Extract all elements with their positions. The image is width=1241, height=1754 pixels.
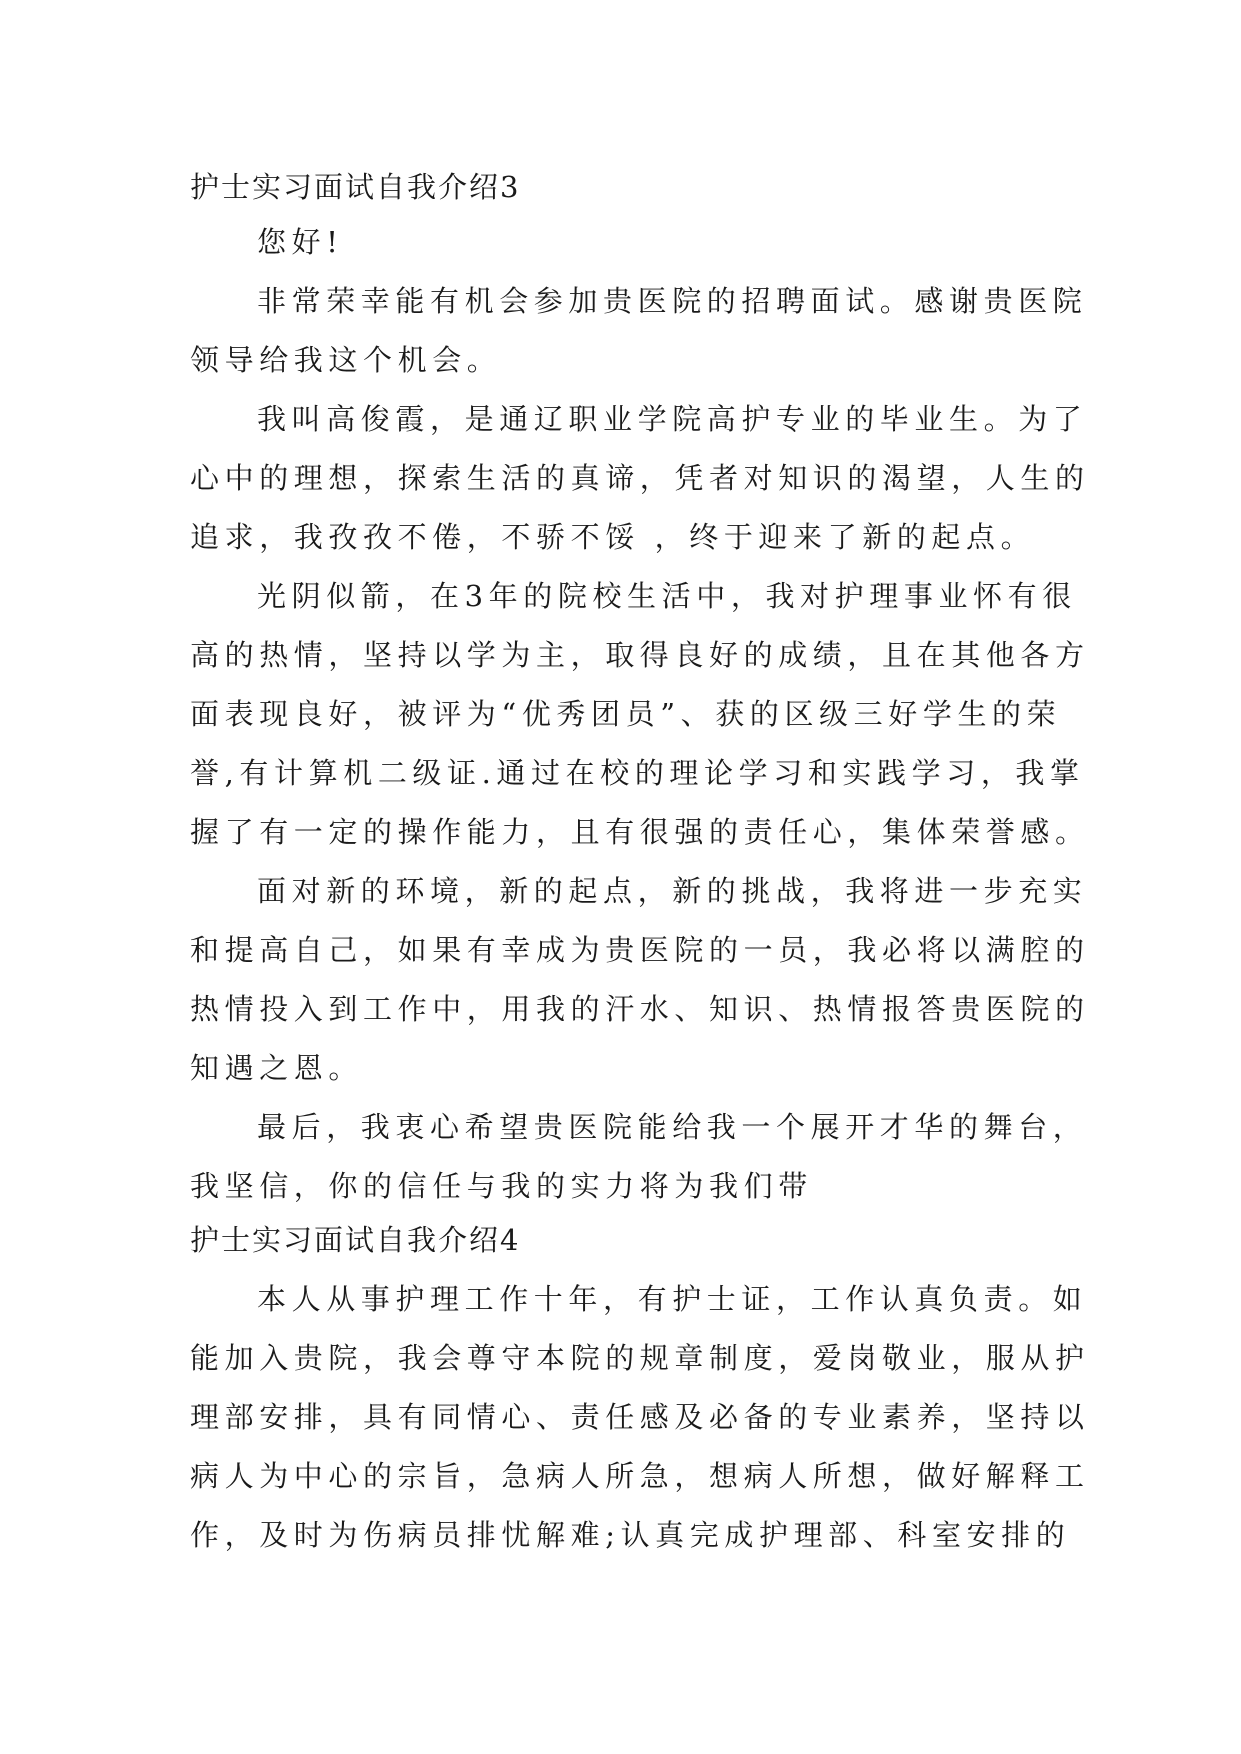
paragraph-line: 高的热情，坚持以学为主，取得良好的成绩，且在其他各方 (190, 638, 1090, 672)
section-title: 护士实习面试自我介绍3 (190, 170, 521, 204)
section-title: 护士实习面试自我介绍4 (190, 1223, 521, 1257)
paragraph-line: 追求，我孜孜不倦，不骄不馁 ，终于迎来了新的起点。 (190, 520, 1036, 554)
paragraph-line: 最后，我衷心希望贵医院能给我一个展开才华的舞台， (257, 1110, 1088, 1144)
paragraph-line: 领导给我这个机会。 (190, 343, 502, 377)
paragraph-line: 面对新的环境，新的起点，新的挑战，我将进一步充实 (257, 874, 1088, 908)
paragraph-line: 本人从事护理工作十年，有护士证，工作认真负责。如 (257, 1282, 1088, 1316)
paragraph-line: 病人为中心的宗旨，急病人所急，想病人所想，做好解释工 (190, 1459, 1090, 1493)
paragraph-line: 您好! (257, 225, 344, 259)
paragraph-line: 我坚信，你的信任与我的实力将为我们带 (190, 1169, 813, 1203)
paragraph-line: 非常荣幸能有机会参加贵医院的招聘面试。感谢贵医院 (257, 284, 1088, 318)
paragraph-line: 心中的理想，探索生活的真谛，凭者对知识的渴望，人生的 (190, 461, 1090, 495)
paragraph-line: 能加入贵院，我会尊守本院的规章制度，爱岗敬业，服从护 (190, 1341, 1090, 1375)
paragraph-line: 热情投入到工作中，用我的汗水、知识、热情报答贵医院的 (190, 992, 1090, 1026)
paragraph-line: 和提高自己，如果有幸成为贵医院的一员，我必将以满腔的 (190, 933, 1090, 967)
paragraph-line: 光阴似箭，在3年的院校生活中，我对护理事业怀有很 (257, 579, 1077, 613)
paragraph-line: 作，及时为伤病员排忧解难;认真完成护理部、科室安排的 (190, 1518, 1071, 1552)
paragraph-line: 握了有一定的操作能力，且有很强的责任心，集体荣誉感。 (190, 815, 1090, 849)
paragraph-line: 面表现良好，被评为“优秀团员”、获的区级三好学生的荣 (190, 697, 1062, 731)
paragraph-line: 我叫高俊霞，是通辽职业学院高护专业的毕业生。为了 (257, 402, 1088, 436)
paragraph-line: 誉,有计算机二级证.通过在校的理论学习和实践学习，我掌 (190, 756, 1085, 790)
paragraph-line: 知遇之恩。 (190, 1051, 364, 1085)
paragraph-line: 理部安排，具有同情心、责任感及必备的专业素养，坚持以 (190, 1400, 1090, 1434)
